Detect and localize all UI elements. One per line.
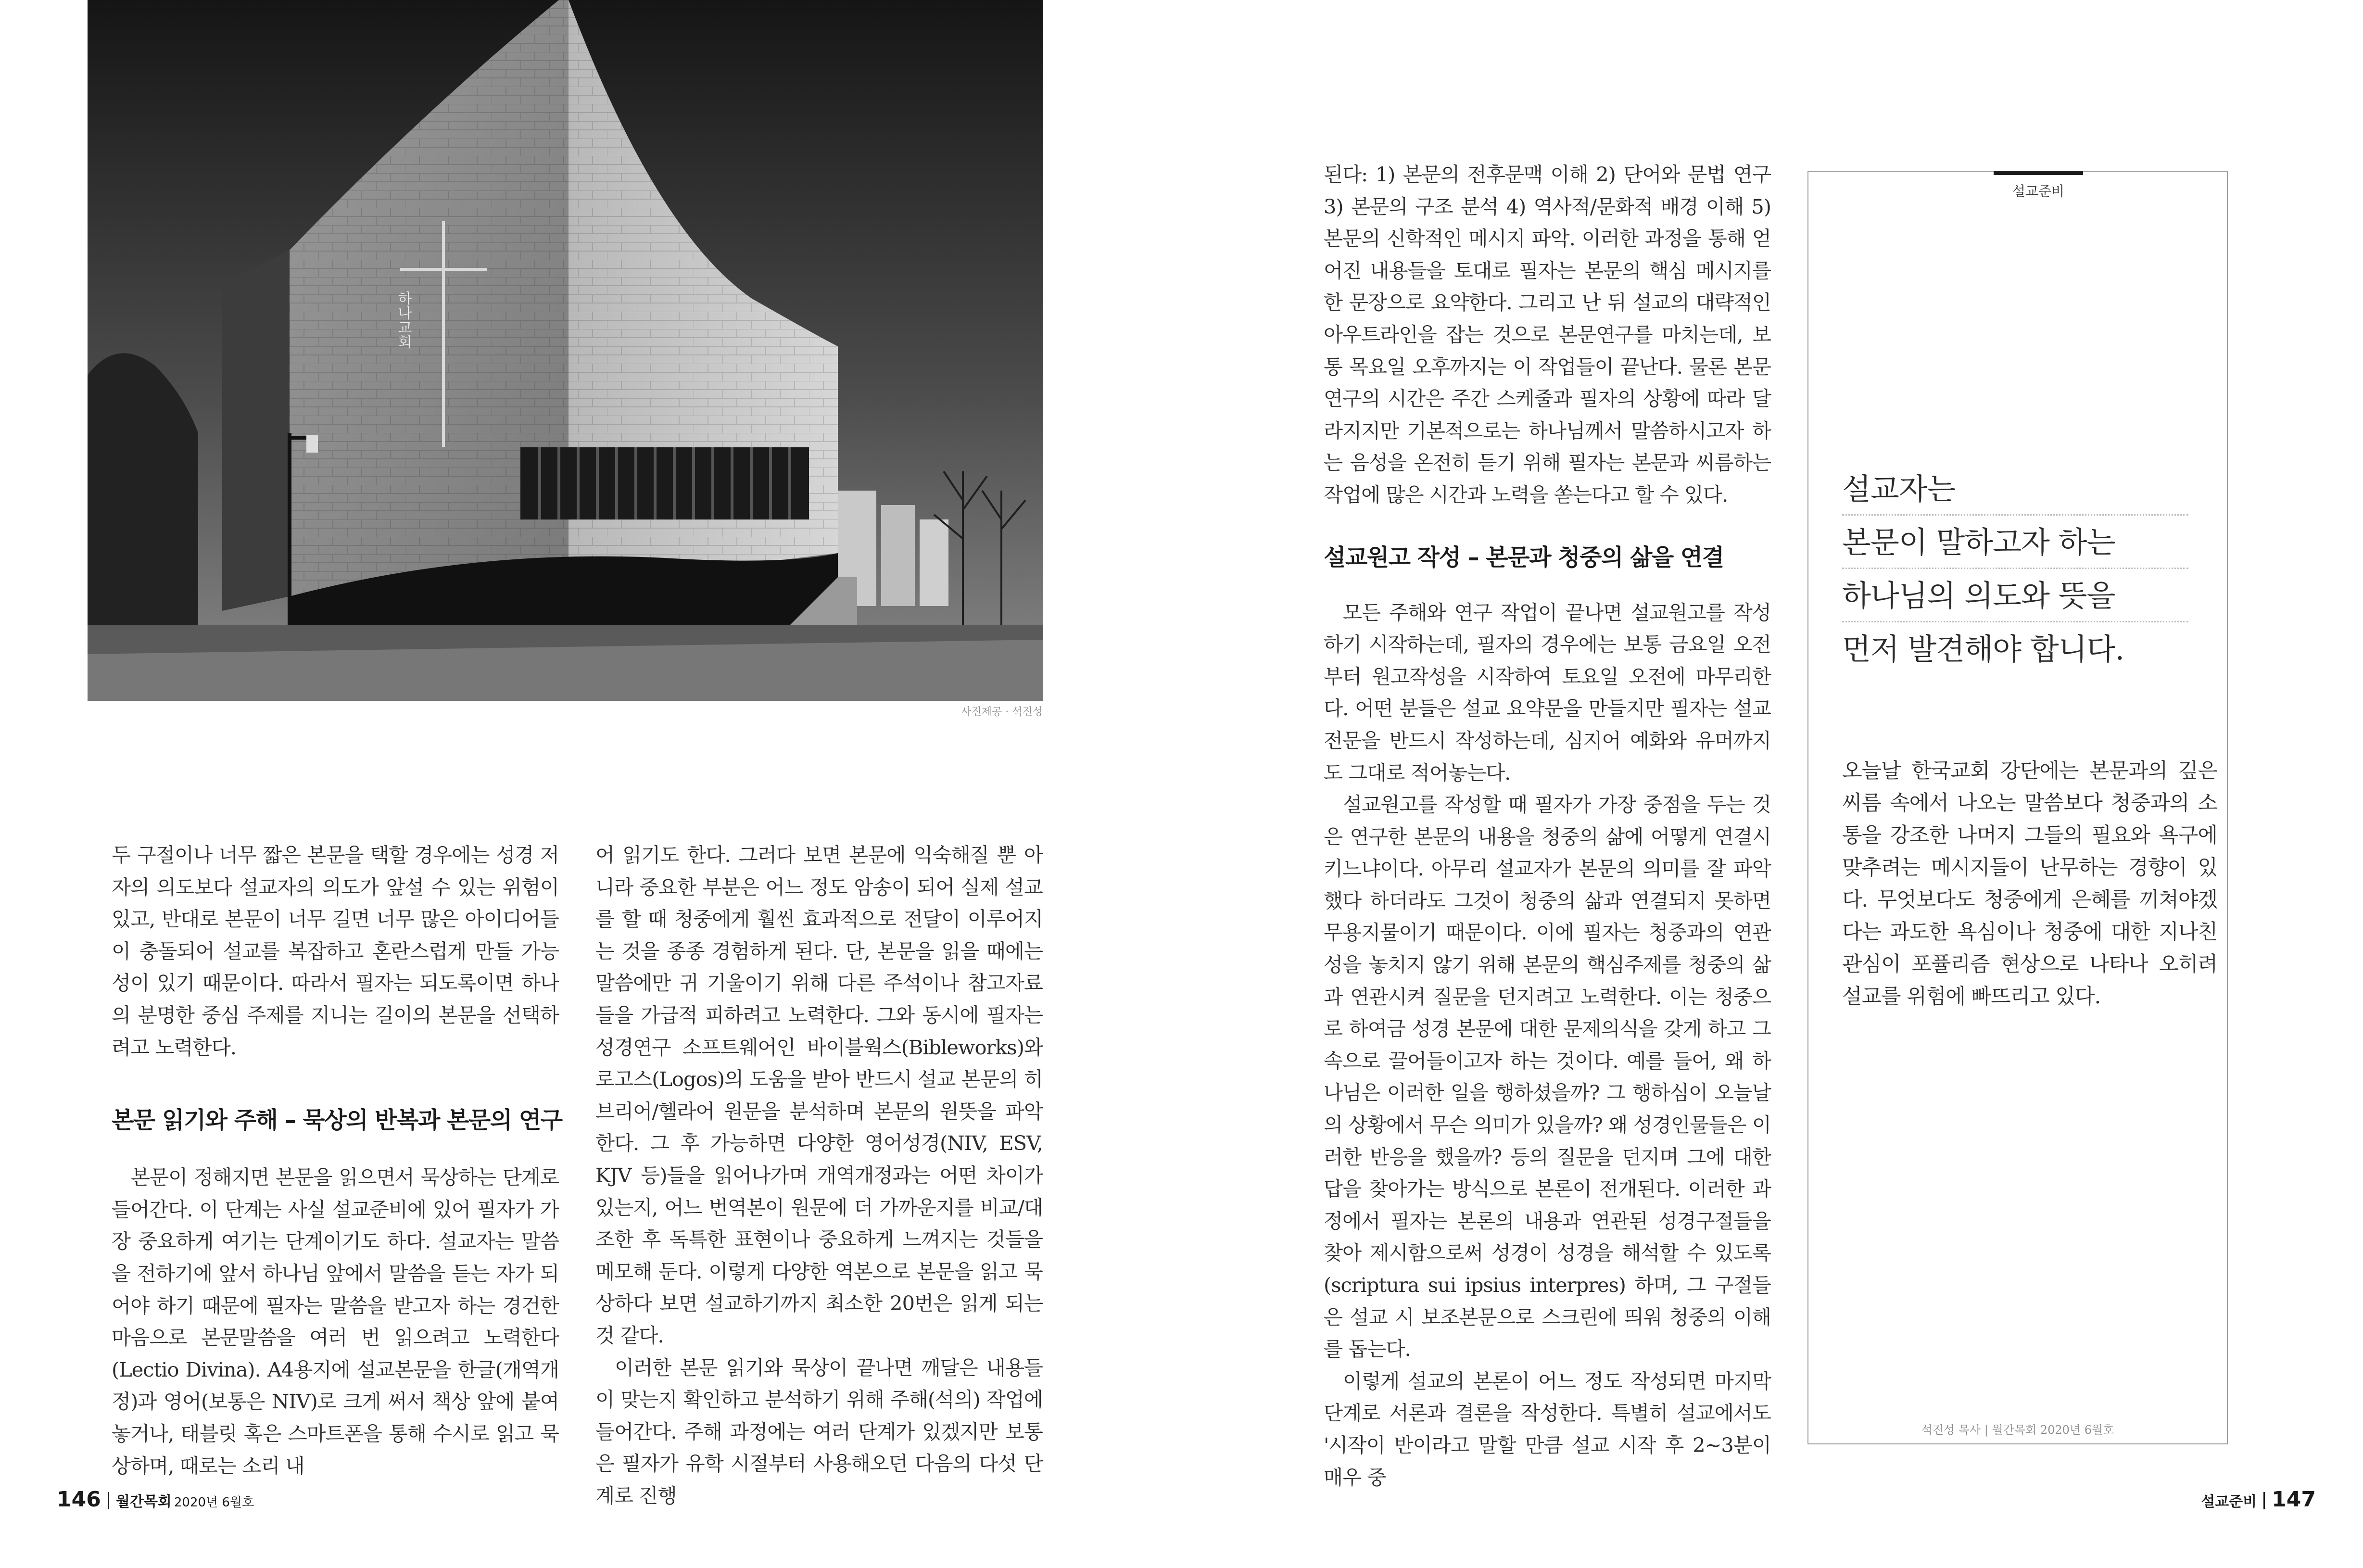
issue-label: 2020년 6월호 (174, 1495, 254, 1510)
church-building-image (88, 0, 1043, 701)
sidebar-section-label: 설교준비 (2012, 183, 2065, 199)
pull-quote-line: 먼저 발견해야 합니다. (1842, 632, 2124, 667)
section-name: 설교준비 (2201, 1493, 2257, 1510)
pull-quote-line: 설교자는 (1842, 469, 2188, 516)
body-paragraph: 본문이 정해지면 본문을 읽으면서 묵상하는 단계로 들어간다. 이 단계는 사실 설교준비에 있어 필자가 가장 중요하게 여기는 단계이기도 하다. 설교자는 말씀을 전하기에 앞서 하나님 앞에서 말씀을 듣는 자가 되어야 하기 때문에 필자는 말씀을 받고자 하는 경건한 마음으로 본문말씀을 여러 번 읽으려고 노력한다(Lectio Divina). A4용지에 설교본문을 한글(개역개정)과 영어(보통은 NIV)로 크게 써서 책상 앞에 붙여놓거나, 태블릿 혹은 스마트폰을 통해 수시로 읽고 묵상하며, 때로는 소리 내 (112, 1165, 559, 1478)
footer-divider (2263, 1492, 2265, 1509)
sidebar-tab-bar (1994, 171, 2083, 175)
body-paragraph: 이렇게 설교의 본론이 어느 정도 작성되면 마지막 단계로 서론과 결론을 작성한다. 특별히 설교에서도 '시작이 반이라고 말할 만큼 설교 시작 후 2~3분이 매우 중 (1324, 1369, 1771, 1489)
left-column-1 (112, 839, 562, 1482)
body-paragraph: 어 읽기도 한다. 그러다 보면 본문에 익숙해질 뿐 아니라 중요한 부분은 어느 정도 암송이 되어 실제 설교를 할 때 청중에게 훨씬 효과적으로 전달이 이루어지는 것을 종종 경험하게 된다. 단, 본문을 읽을 때에는 말씀에만 귀 기울이기 위해 다른 주석이나 참고자료들을 가급적 피하려고 노력한다. 그와 동시에 필자는 성경연구 소프트웨어인 바이블웍스(Bibleworks)와 로고스(Logos)의 도움을 받아 반드시 설교 본문의 히브리어/헬라어 원문을 분석하며 본문의 원뜻을 파악한다. 그 후 가능하면 다양한 영어성경(NIV, ESV, KJV 등)들을 읽어나가며 개역개정과는 어떤 차이가 있는지, 어느 번역본이 원문에 더 가까운지를 비교/대조한 후 독특한 표현이나 중요하게 느껴지는 것들을 메모해 둔다. 이렇게 다양한 역본으로 본문을 읽고 묵상하다 보면 설교하기까지 최소한 20번은 읽게 되는 것 같다. (595, 843, 1043, 1347)
pull-quote (1842, 469, 2188, 681)
right-column-1 (1324, 159, 1771, 1493)
left-footer (57, 1487, 254, 1512)
page-number: 147 (2272, 1487, 2316, 1512)
body-paragraph: 설교원고를 작성할 때 필자가 가장 중점을 두는 것은 연구한 본문의 내용을 청중의 삶에 어떻게 연결시키느냐이다. 아무리 설교자가 본문의 의미를 잘 파악했다 하더라도 그것이 청중의 삶과 연결되지 못하면 무용지물이기 때문이다. 이에 필자는 청중과의 연관성을 놓치지 않기 위해 본문의 핵심주제를 청중의 삶과 연관시켜 질문을 던지려고 노력한다. 이는 청중으로 하여금 성경 본문에 대한 문제의식을 갖게 하고 그 속으로 끌어들이고자 하는 것이다. 예를 들어, 왜 하나님은 이러한 일을 행하셨을까? 그 행하심이 오늘날의 상황에서 무슨 의미가 있을까? 왜 성경인물들은 이러한 반응을 했을까? 등의 질문을 던지며 그에 대한 답을 찾아가는 방식으로 본론이 전개된다. 이러한 과정에서 필자는 본론의 내용과 연관된 성경구절들을 찾아 제시함으로써 성경이 성경을 해석할 수 있도록(scriptura sui ipsius interpres) 하며, 그 구절들은 설교 시 보조본문으로 스크린에 띄워 청중의 이해를 돕는다. (1324, 793, 1771, 1361)
sidebar-credit: 석진성 목사 | 월간목회 2020년 6월호 (1921, 1423, 2114, 1437)
body-paragraph: 두 구절이나 너무 짧은 본문을 택할 경우에는 성경 저자의 의도보다 설교자의 의도가 앞설 수 있는 위험이 있고, 반대로 본문이 너무 길면 너무 많은 아이디어들이 충돌되어 설교를 복잡하고 혼란스럽게 만들 가능성이 있기 때문이다. 따라서 필자는 되도록이면 하나의 분명한 중심 주제를 지니는 길이의 본문을 선택하려고 노력한다. (112, 843, 559, 1059)
pull-quote-line: 본문이 말하고자 하는 (1842, 522, 2188, 569)
body-paragraph: 이러한 본문 읽기와 묵상이 끝나면 깨달은 내용들이 맞는지 확인하고 분석하기 위해 주해(석의) 작업에 들어간다. 주해 과정에는 여러 단계가 있겠지만 보통은 필자가 유학 시절부터 사용해오던 다음의 다섯 단계로 진행 (595, 1355, 1043, 1507)
photo-caption: 사진제공 · 석진성 (961, 706, 1043, 718)
footer-divider (108, 1492, 109, 1509)
right-footer (2184, 1487, 2316, 1512)
body-paragraph: 모든 주해와 연구 작업이 끝나면 설교원고를 작성하기 시작하는데, 필자의 경우에는 보통 금요일 오전부터 원고작성을 시작하여 토요일 오전에 마무리한다. 어떤 분들은 설교 요약문을 만들지만 필자는 설교전문을 반드시 작성하는데, 심지어 예화와 유머까지도 그대로 적어놓는다. (1324, 600, 1771, 784)
magazine-name: 월간목회 (115, 1493, 172, 1510)
left-column-2 (595, 839, 1043, 1512)
page-number: 146 (57, 1487, 101, 1512)
section-heading-writing: 설교원고 작성 – 본문과 청중의 삶을 연결 (1324, 544, 1724, 571)
section-heading-reading: 본문 읽기와 주해 – 묵상의 반복과 본문의 연구 (112, 1107, 562, 1134)
pull-quote-line: 하나님의 의도와 뜻을 (1842, 576, 2188, 622)
church-sign: 하나교회 (395, 291, 412, 349)
church-photo (88, 0, 1043, 701)
sidebar-text: 오늘날 한국교회 강단에는 본문과의 깊은 씨름 속에서 나오는 말씀보다 청중과의 소통을 강조한 나머지 그들의 필요와 욕구에 맞추려는 메시지들이 난무하는 경향이 있다. 무엇보다도 청중에게 은혜를 끼쳐야겠다는 과도한 욕심이나 청중에 대한 지나친 관심이 포퓰리즘 현상으로 나타나 오히려 설교를 위험에 빠뜨리고 있다. (1842, 759, 2217, 1009)
body-paragraph: 된다: 1) 본문의 전후문맥 이해 2) 단어와 문법 연구 3) 본문의 구조 분석 4) 역사적/문화적 배경 이해 5) 본문의 신학적인 메시지 파악. 이러한 과정을 통해 얻어진 내용들을 토대로 필자는 본문의 핵심 메시지를 한 문장으로 요약한다. 그리고 난 뒤 설교의 대략적인 아우트라인을 잡는 것으로 본문연구를 마치는데, 보통 목요일 오후까지는 이 작업들이 끝난다. 물론 본문연구의 시간은 주간 스케줄과 필자의 상황에 따라 달라지지만 기본적으로는 하나님께서 말씀하시고자 하는 음성을 온전히 듣기 위해 필자는 본문과 씨름하는 작업에 많은 시간과 노력을 쏟는다고 할 수 있다. (1324, 163, 1771, 506)
